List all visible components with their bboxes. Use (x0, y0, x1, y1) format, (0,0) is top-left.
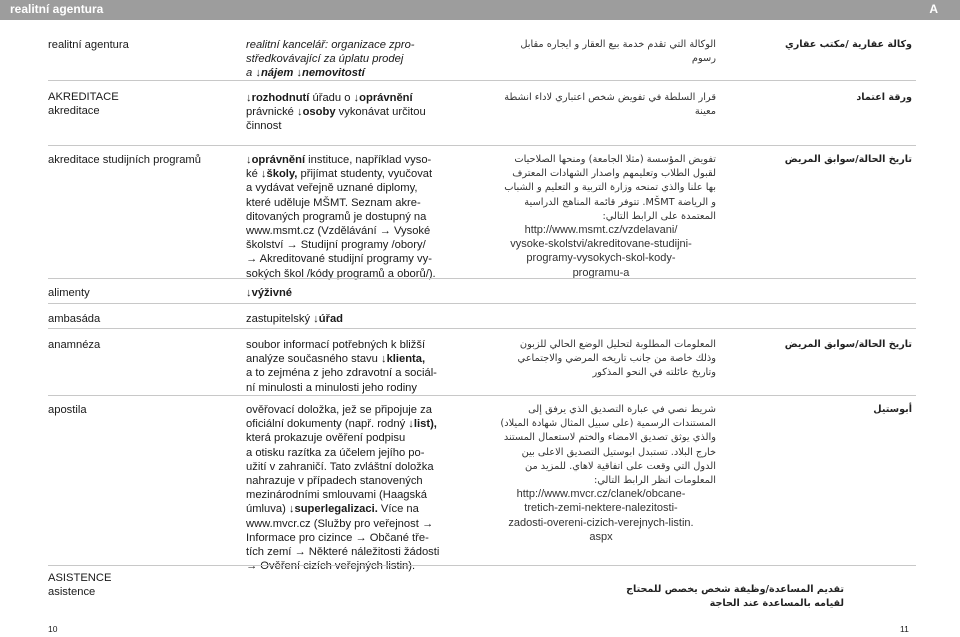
definition-line: činnost (246, 120, 282, 133)
arabic-definition-line: http://www.mvcr.cz/clanek/obcane- (516, 488, 686, 501)
section-heading: AKREDITACE (48, 91, 119, 103)
definition-line: ditovaných programů je dostupný na (246, 210, 427, 223)
entry-divider (48, 145, 916, 146)
arabic-definition-line: والذي يوثق تصديق الامضاء والختم لاستعمال المستند (503, 432, 716, 444)
entry-term: asistence (48, 586, 96, 598)
arabic-definition-line: رسوم (691, 53, 716, 65)
entry-term: alimenty (48, 287, 90, 299)
definition-line: → Akreditované studijní programy vy- (246, 253, 432, 266)
definition-line: středkovávající za úplatu prodej (246, 53, 404, 66)
definition-line: ↓rozhodnutí úřadu o ↓oprávnění (246, 92, 413, 104)
definition-line: a ↓nájem ↓nemovitostí (246, 67, 365, 80)
entry-divider (48, 328, 916, 329)
definition-line: realitní kancelář: organizace zpro- (246, 39, 415, 51)
arabic-definition-line: بها علنا والذي تمنحه وزارة التربية و التعليم و الشباب (504, 182, 716, 194)
arabic-term: أبوستيل (873, 404, 912, 415)
arabic-definition-line: و الرياضة MŠMT. تتوفر قائمة المناهج الدراسية (524, 196, 716, 208)
definition-line: úmluva) ↓superlegalizaci. Více na (246, 503, 419, 516)
arabic-term: تاريخ الحالة/سوابق المريض (784, 339, 912, 350)
entry-term: akreditace studijních programů (48, 154, 201, 166)
arabic-definition-line: المعلومات انظر الرابط التالي: (593, 475, 716, 486)
arabic-definition-line: وذلك خاصة من جانب تاريخه المرضي والاجتماعي (517, 353, 716, 365)
arabic-term: ورقة اعتماد (856, 92, 912, 103)
definition-line: soubor informací potřebných k bližší (246, 339, 426, 351)
entry-term: anamnéza (48, 339, 101, 351)
page-header (0, 0, 960, 20)
definition-line: a vydávat veřejně uznané diplomy, (246, 182, 418, 195)
arabic-definition-line: معينة (694, 106, 716, 118)
arabic-definition-line: شريط نصي في عبارة التصديق الذي يرفق إلى (528, 404, 716, 415)
definition-line: → Ověření cizích veřejných listin). (246, 560, 416, 573)
definition-line: www.mvcr.cz (Služby pro veřejnost → (246, 517, 434, 530)
arabic-term: وكالة عقارية /مكتب عقاري (784, 39, 912, 50)
arabic-term: لقيامه بالمساعدة عند الحاجة (709, 598, 844, 609)
definition-line: a otisku razítka za účelem jejího po- (246, 446, 425, 459)
definition-line: sokých škol /kódy programů a oborů/). (246, 267, 436, 280)
definition-line: oficiální dokumenty (např. rodný ↓list), (246, 418, 437, 431)
definition-line: ké ↓školy, přijímat studenty, vyučovat (246, 168, 433, 181)
arabic-definition-line: المعلومات المطلوبة لتحليل الوضع الحالي للزبون (519, 339, 716, 350)
arabic-definition-line: programy-vysokych-skol-kody- (526, 252, 676, 265)
entry-divider (48, 565, 916, 566)
entry-term: akreditace (48, 105, 100, 117)
arabic-definition-line: خارج البلاد. تستبدل ابوستيل التصديق الاعلى بين (521, 446, 716, 458)
arabic-definition-line: قرار السلطة في تفويض شخص اعتباري لاداء انشطة (504, 92, 716, 103)
arabic-definition-line: tretich-zemi-nektere-nalezitosti- (524, 502, 678, 515)
entry-term: apostila (48, 404, 87, 416)
section-heading: ASISTENCE (48, 572, 112, 584)
arabic-definition-line: الدول التي وقعت على اتفاقية لاهاي. للمزيد من (524, 460, 716, 472)
arabic-definition-line: aspx (589, 530, 613, 543)
definition-line: ↓výživné (246, 287, 293, 299)
arabic-definition-line: وتاريخ عائلته في النحو المذكور (592, 367, 716, 379)
definition-line: analýze současného stavu ↓klienta, (246, 353, 426, 366)
arabic-definition-line: لقبول الطلاب وتعليمهم واصدار الشهادات المعترف (512, 168, 716, 180)
arabic-term: تاريخ الحالة/سوابق المريض (784, 154, 912, 165)
definition-line: školství → Studijní programy /obory/ (246, 239, 426, 252)
entry-term: ambasáda (48, 313, 101, 325)
entry-term: realitní agentura (48, 39, 129, 51)
definition-line: mezinárodními smlouvami (Haagská (246, 489, 427, 502)
arabic-definition-line: المستندات الرسمية (على سبيل المثال شهادة الميلاد) (500, 418, 716, 430)
definition-line: ní minulosti a minulosti jeho rodiny (246, 381, 418, 394)
definition-line: ověřovací doložka, jež se připojuje za (246, 404, 432, 416)
entry-divider (48, 278, 916, 279)
definition-line: právnické ↓osoby vykonávat určitou (246, 106, 426, 119)
definition-line: zastupitelský ↓úřad (246, 313, 343, 325)
definition-line: které uděluje MŠMT. Seznam akre- (246, 196, 421, 209)
definition-line: www.msmt.cz (Vzdělávání → Vysoké (246, 225, 431, 237)
entry-divider (48, 80, 916, 81)
arabic-term: تقديم المساعدة/وظيفة شخص يخصص للمحتاج (626, 584, 844, 595)
arabic-definition-line: المعتمدة على الرابط التالي: (602, 210, 716, 222)
page-number-right: 11 (900, 624, 909, 634)
arabic-definition-line: zadosti-overeni-cizich-verejnych-listin. (508, 516, 694, 529)
entry-divider (48, 395, 916, 396)
arabic-definition-line: http://www.msmt.cz/vzdelavani/ (524, 224, 678, 236)
definition-line: ↓oprávnění instituce, například vyso- (246, 154, 432, 166)
header-letter: A (929, 2, 938, 16)
arabic-definition-line: تفويض المؤسسة (مثلا الجامعة) ومنحها الصلاحيات (514, 154, 716, 165)
arabic-definition-line: vysoke-skolstvi/akreditovane-studijni- (510, 238, 692, 251)
definition-line: a to zejména z jeho zdravotní a sociál- (246, 367, 437, 380)
arabic-definition-line: programu-a (572, 266, 630, 279)
definition-line: tích zemí → Některé náležitosti žádosti (246, 546, 440, 558)
definition-line: nahrazuje v případech stanovených (246, 475, 423, 487)
definition-line: která prokazuje ověření podpisu (246, 432, 406, 445)
definition-line: Informace pro cizince → Občané tře- (246, 531, 429, 544)
definition-line: užití v zahraničí. Tato zvláštní doložka (246, 460, 434, 473)
arabic-definition-line: الوكالة التي تقدم خدمة بيع العقار و ايجاره مقابل (520, 39, 716, 50)
page-number-left: 10 (48, 624, 58, 634)
entry-divider (48, 303, 916, 304)
header-title: realitní agentura (10, 2, 104, 16)
